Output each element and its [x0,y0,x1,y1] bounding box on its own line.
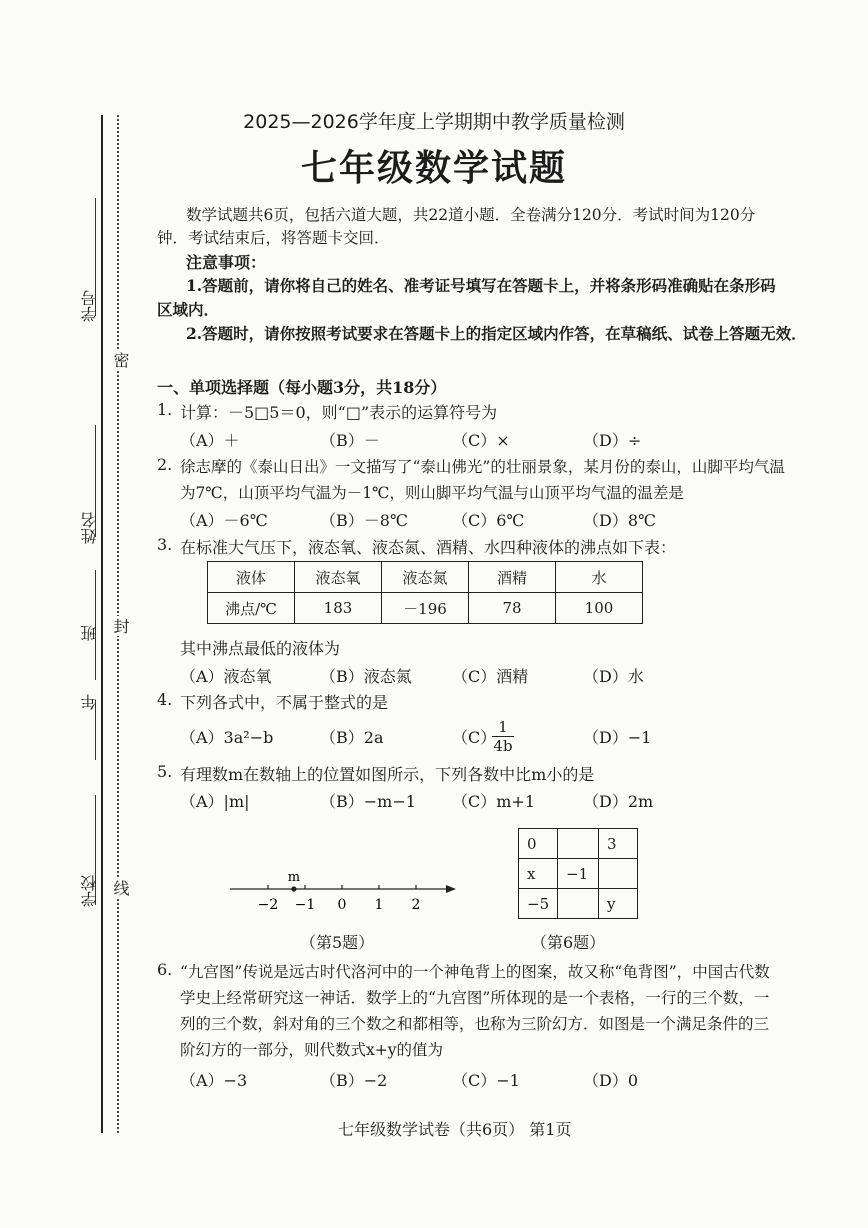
q1-option-d[interactable]: （D）÷ [583,431,642,450]
table-cell: 100 [556,593,643,624]
q6-option-a[interactable]: （A）−3 [180,1071,248,1090]
q4-number: 4. [157,690,173,709]
q4-option-d[interactable]: （D）−1 [583,728,652,747]
page-footer: 七年级数学试卷（共6页） 第1页 [338,1120,572,1139]
table-cell: 沸点/℃ [208,593,295,624]
exam-title: 2025—2026学年度上学期期中教学质量检测 [243,111,625,133]
q6-stem-line-2: 学史上经常研究这一神话．数学上的“九宫图”所体现的是一个表格，一行的三个数，一 [180,989,770,1007]
q5-number: 5. [157,762,173,781]
number-line-point-label: m [287,870,301,885]
fraction-numerator: 1 [492,718,514,737]
q3-number: 3. [157,535,173,554]
q5-option-c[interactable]: （C）m+1 [452,792,536,811]
magic-square-cell: y [599,889,638,919]
number-line-tick-label: −1 [294,897,316,913]
q3-option-c[interactable]: （C）酒精 [452,667,529,686]
magic-square-cell: x [519,859,558,889]
q3-option-a[interactable]: （A）液态氧 [180,667,272,686]
figure-5-caption: （第5题） [300,933,375,952]
number-line-tick-label: 2 [411,897,421,913]
number-line-point-m [291,886,296,891]
notice-1-line-1: 1.答题前，请你将自己的姓名、准考证号填写在答题卡上，并将条形码准确贴在条形码 [186,276,776,295]
notice-2: 2.答题时，请你按照考试要求在答题卡上的指定区域内作答，在草稿纸、试卷上答题无效． [186,324,807,343]
student-id-label: 学号 [80,290,99,322]
q5-stem: 有理数m在数轴上的位置如图所示，下列各数中比m小的是 [180,765,595,784]
q3-option-b[interactable]: （B）液态氮 [320,667,412,686]
table-row [208,593,643,624]
q6-stem-line-4: 阶幻方的一部分，则代数式x+y的值为 [180,1041,443,1059]
table-cell: 183 [295,593,382,624]
q2-number: 2. [157,455,173,474]
q3-stem: 在标准大气压下，液态氧、液态氮、酒精、水四种液体的沸点如下表： [180,538,677,557]
table-header-cell: 液态氮 [382,562,469,593]
number-line-arrow [446,885,456,893]
q4-stem: 下列各式中，不属于整式的是 [180,693,389,712]
q2-stem-line-2: 为7℃，山顶平均气温为－1℃，则山脚平均气温与山顶平均气温的温差是 [180,484,684,502]
magic-square-cell [558,829,599,859]
q6-number: 6. [157,960,173,979]
table-header-cell: 水 [556,562,643,593]
intro-line-2: 钟．考试结束后，将答题卡交回． [157,229,390,247]
q5-option-b[interactable]: （B）−m−1 [320,792,416,811]
intro-line-1: 数学试题共6页，包括六道大题，共22道小题．全卷满分120分．考试时间为120分 [186,206,756,224]
grade-label: 年 [80,694,99,710]
notice-heading: 注意事项： [186,253,267,272]
notice-1-line-2: 区域内． [157,300,220,319]
magic-square-cell: −5 [519,889,558,919]
table-header-cell: 液态氧 [295,562,382,593]
table-cell: －196 [382,593,469,624]
q5-option-a[interactable]: （A）|m| [180,792,250,811]
magic-square-cell: 3 [599,829,638,859]
q1-number: 1. [157,400,173,419]
q2-option-a[interactable]: （A）－6℃ [180,511,268,530]
fraction-denominator: 4b [493,737,513,755]
table-header-cell: 酒精 [469,562,556,593]
table-row [519,829,638,859]
table-header-cell: 液体 [208,562,295,593]
q6-option-c[interactable]: （C）−1 [452,1071,520,1090]
number-line-figure [220,860,470,920]
magic-square [518,828,638,919]
q1-stem: 计算：－5□5＝0，则“□”表示的运算符号为 [180,403,498,422]
q4-option-b[interactable]: （B）2a [320,728,384,747]
q1-option-c[interactable]: （C）× [452,431,510,450]
q3-option-d[interactable]: （D）水 [583,667,644,686]
magic-square-cell: 0 [519,829,558,859]
q6-stem-line-1: “九宫图”传说是远古时代洛河中的一个神龟背上的图案，故又称“龟背图”，中国古代数 [180,963,770,981]
q2-stem-line-1: 徐志摩的《泰山日出》一文描写了“泰山佛光”的壮丽景象，某月份的泰山，山脚平均气温 [180,458,785,476]
q1-option-a[interactable]: （A）＋ [180,431,240,450]
q4-option-c[interactable]: （C） [452,728,497,747]
subject-title: 七年级数学试题 [300,147,567,189]
q3-followup: 其中沸点最低的液体为 [180,639,341,658]
q1-option-b[interactable]: （B）－ [320,431,380,450]
seal-word-feng: 封 [111,618,130,634]
q4-option-a[interactable]: （A）3a²−b [180,728,274,747]
number-line-tick-label: 0 [337,897,347,913]
seal-word-mi: 密 [111,352,130,368]
q2-option-b[interactable]: （B）－8℃ [320,511,408,530]
table-row [208,562,643,593]
q6-option-d[interactable]: （D）0 [583,1071,639,1090]
magic-square-cell: −1 [558,859,599,889]
figure-6-caption: （第6题） [531,933,606,952]
table-row [519,859,638,889]
q5-option-d[interactable]: （D）2m [583,792,654,811]
boiling-point-table [207,561,643,624]
name-label: 姓名 [80,512,99,544]
q6-option-b[interactable]: （B）−2 [320,1071,388,1090]
q4-option-c-fraction [492,718,514,755]
seal-word-xian: 线 [111,880,130,896]
table-row [519,889,638,919]
class-label: 班 [80,625,99,641]
number-line-tick-label: −2 [257,897,279,913]
number-line-tick-label: 1 [374,897,384,913]
binding-solid-line [101,115,103,1133]
magic-square-cell [599,859,638,889]
q6-stem-line-3: 列的三个数，斜对角的三个数之和都相等，也称为三阶幻方．如图是一个满足条件的三 [180,1015,770,1033]
magic-square-cell [558,889,599,919]
table-cell: 78 [469,593,556,624]
school-label: 学校 [80,875,99,907]
q2-option-d[interactable]: （D）8℃ [583,511,656,530]
q2-option-c[interactable]: （C）6℃ [452,511,525,530]
section-1-heading: 一、单项选择题（每小题3分，共18分） [157,378,447,397]
